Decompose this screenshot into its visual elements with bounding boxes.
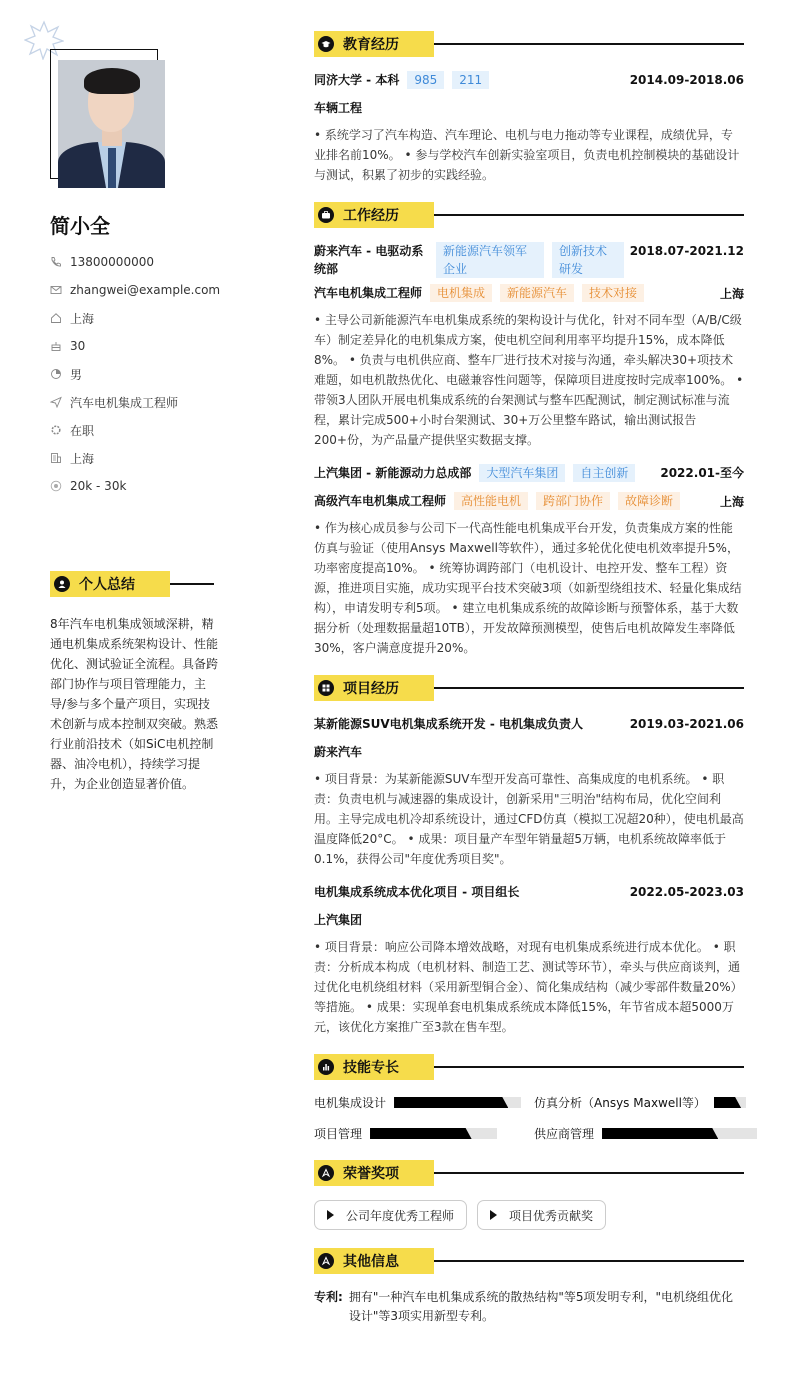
sidebar bbox=[0, 0, 260, 1378]
project-name: 电机集成系统成本优化项目 - 项目组长 bbox=[314, 885, 520, 899]
divider bbox=[170, 583, 214, 585]
award-item: 公司年度优秀工程师 bbox=[314, 1200, 467, 1230]
home-icon bbox=[50, 312, 62, 324]
description: • 主导公司新能源汽车电机集成系统的架构设计与优化，针对不同车型（A/B/C级车）制定差异化的电机集成方案，使电机空间利用率平均提升15%，成本降低8%。 • 负责与电机供应商、整车厂进行技术对接与沟通，牵头解决30+项技术难题，如电机散热优化、电磁兼容性问题等，保障项目进度按时完成率100%。 • 带领3人团队开展电机集成系统的台架测试与整车匹配测试，制定测试标准与流程，累计完成500+小时台架测试、30+万公里整车路试，输出测试报告200+份，为产品量产提供坚实数据支撑。 bbox=[314, 313, 744, 447]
date-range: 2022.01-至今 bbox=[660, 466, 744, 480]
phone-icon bbox=[50, 256, 62, 268]
description: • 作为核心成员参与公司下一代高性能电机集成平台开发，负责集成方案的性能仿真与验证（使用Ansys Maxwell等软件），通过多轮优化使电机效率提升5%，功率密度提高10%。 • 统筹协调跨部门（电机设计、电控开发、整车工程）资源，推进项目实施，成功实现平台技术突破3项（如新型绕组技术、轻量化集成结构），申请发明专利5项。 • 建立电机集成系统的故障诊断与预警体系，基于大数据分析（处理数据量超10TB），开发故障预测模型，使售后电机故障发生率降低30%，客户满意度提升20%。 bbox=[314, 521, 742, 655]
info-workplace: 上海 bbox=[50, 444, 220, 472]
skill-item: 供应商管理 bbox=[534, 1125, 744, 1142]
school-tags bbox=[407, 71, 629, 89]
company-tags bbox=[436, 242, 630, 278]
job-title: 汽车电机集成工程师 bbox=[314, 286, 423, 300]
other-item bbox=[314, 1288, 744, 1326]
info-position: 汽车电机集成工程师 bbox=[50, 388, 220, 416]
other-value: 拥有"一种汽车电机集成系统的散热结构"等5项发明专利，"电机绕组优化设计"等3项实用新型专利。 bbox=[348, 1290, 734, 1323]
project-name: 某新能源SUV电机集成系统开发 - 电机集成负责人 bbox=[314, 717, 584, 731]
major: 车辆工程 bbox=[314, 101, 363, 115]
role-tags bbox=[454, 492, 720, 510]
award-icon bbox=[318, 1165, 334, 1181]
main-content bbox=[314, 0, 744, 1326]
cake-icon bbox=[50, 340, 62, 352]
section-header-awards: 荣誉奖项 bbox=[314, 1160, 744, 1186]
play-icon bbox=[327, 1210, 334, 1220]
info-icon bbox=[318, 1253, 334, 1269]
date-range: 2019.03-2021.06 bbox=[629, 717, 744, 731]
work-entry bbox=[314, 464, 744, 658]
gender-icon bbox=[50, 368, 62, 380]
education-entry bbox=[314, 71, 744, 185]
project-entry bbox=[314, 715, 744, 869]
skill-bar bbox=[394, 1097, 521, 1108]
section-awards bbox=[314, 1160, 744, 1230]
mail-icon bbox=[50, 284, 62, 296]
tag: 新能源汽车 bbox=[500, 284, 574, 302]
tag: 211 bbox=[452, 71, 489, 89]
section-header-other: 其他信息 bbox=[314, 1248, 744, 1274]
company-name: 上汽集团 - 新能源动力总成部 bbox=[314, 466, 472, 480]
divider bbox=[434, 1066, 744, 1068]
tag: 故障诊断 bbox=[618, 492, 680, 510]
grid-icon bbox=[318, 680, 334, 696]
tag: 创新技术研发 bbox=[552, 242, 624, 278]
tag: 高性能电机 bbox=[454, 492, 528, 510]
work-entry bbox=[314, 242, 744, 450]
tag: 电机集成 bbox=[430, 284, 492, 302]
date-range: 2018.07-2021.12 bbox=[629, 244, 744, 258]
skill-bar bbox=[602, 1128, 757, 1139]
divider bbox=[434, 687, 744, 689]
section-header-work: 工作经历 bbox=[314, 202, 744, 228]
project-org: 蔚来汽车 bbox=[314, 745, 363, 759]
description: • 项目背景：为某新能源SUV车型开发高可靠性、高集成度的电机系统。 • 职责：负责电机与减速器的集成设计，创新采用"三明治"结构布局，优化空间利用。主导完成电机冷却系统设计，通过CFD仿真（模拟工况超20种），使电机最高温度降低20°C。 • 成果：项目量产车型年销量超5万辆，电机系统故障率低于0.1%，获得公司"年度优秀项目奖"。 bbox=[314, 772, 744, 866]
briefcase-icon bbox=[318, 207, 334, 223]
info-email: zhangwei@example.com bbox=[50, 276, 220, 304]
info-city: 上海 bbox=[50, 304, 220, 332]
job-title: 高级汽车电机集成工程师 bbox=[314, 494, 447, 508]
tag: 自主创新 bbox=[573, 464, 635, 482]
role-tags bbox=[430, 284, 720, 302]
tag: 大型汽车集团 bbox=[479, 464, 565, 482]
section-header-skills: 技能专长 bbox=[314, 1054, 744, 1080]
other-key: 专利: bbox=[314, 1290, 343, 1304]
section-projects bbox=[314, 675, 744, 1037]
avatar bbox=[58, 60, 165, 188]
project-org: 上汽集团 bbox=[314, 913, 363, 927]
school-name: 同济大学 - 本科 bbox=[314, 73, 400, 87]
info-phone: 13800000000 bbox=[50, 248, 220, 276]
info-salary: 20k - 30k bbox=[50, 472, 220, 500]
info-gender: 男 bbox=[50, 360, 220, 388]
tag: 跨部门协作 bbox=[536, 492, 610, 510]
divider bbox=[434, 1260, 744, 1262]
section-work bbox=[314, 202, 744, 658]
divider bbox=[434, 214, 744, 216]
skill-item: 项目管理 bbox=[314, 1125, 534, 1142]
info-status: 在职 bbox=[50, 416, 220, 444]
play-icon bbox=[490, 1210, 497, 1220]
location: 上海 bbox=[719, 286, 744, 301]
skills-grid bbox=[314, 1094, 744, 1142]
section-skills bbox=[314, 1054, 744, 1142]
company-name: 蔚来汽车 - 电驱动系统部 bbox=[314, 244, 424, 276]
section-education bbox=[314, 31, 744, 185]
award-item: 项目优秀贡献奖 bbox=[477, 1200, 606, 1230]
location: 上海 bbox=[719, 494, 744, 509]
awards-list bbox=[314, 1200, 744, 1230]
user-icon bbox=[54, 576, 70, 592]
section-header-summary: 个人总结 bbox=[50, 571, 214, 597]
chart-icon bbox=[318, 1059, 334, 1075]
date-range: 2022.05-2023.03 bbox=[629, 885, 744, 899]
summary-text: 8年汽车电机集成领域深耕，精通电机集成系统架构设计、性能优化、测试验证全流程。具备跨部门协作与项目管理能力，主导/参与多个量产项目，实现技术创新与成本控制双突破。熟悉行业前沿技术（如SiC电机控制器、油冷电机），持续学习提升，为企业创造显著价值。 bbox=[50, 617, 219, 791]
status-icon bbox=[50, 424, 62, 436]
skill-bar bbox=[714, 1097, 746, 1108]
description: • 系统学习了汽车构造、汽车理论、电机与电力拖动等专业课程，成绩优异，专业排名前10%。 • 参与学校汽车创新实验室项目，负责电机控制模块的基础设计与测试，积累了初步的实践经验。 bbox=[314, 128, 740, 182]
section-header-education: 教育经历 bbox=[314, 31, 744, 57]
date-range: 2014.09-2018.06 bbox=[629, 73, 744, 87]
graduation-cap-icon bbox=[318, 36, 334, 52]
section-other bbox=[314, 1248, 744, 1326]
company-tags bbox=[479, 464, 660, 482]
description: • 项目背景：响应公司降本增效战略，对现有电机集成系统进行成本优化。 • 职责：分析成本构成（电机材料、制造工艺、测试等环节），牵头与供应商谈判，通过优化电机绕组材料（采用新型铜合金）、简化集成结构（减少零部件数量20%）等措施。 • 成果：实现单套电机集成系统成本降低15%，年节省成本超5000万元，该优化方案推广至3款在售车型。 bbox=[314, 940, 743, 1034]
tag: 985 bbox=[407, 71, 444, 89]
send-icon bbox=[50, 396, 62, 408]
contact-info bbox=[50, 248, 220, 500]
building-icon bbox=[50, 452, 62, 464]
info-age: 30 bbox=[50, 332, 220, 360]
skill-item: 电机集成设计 bbox=[314, 1094, 534, 1111]
salary-icon bbox=[50, 480, 62, 492]
tag: 技术对接 bbox=[582, 284, 644, 302]
tag: 新能源汽车领军企业 bbox=[436, 242, 544, 278]
skill-bar bbox=[370, 1128, 497, 1139]
divider bbox=[434, 1172, 744, 1174]
section-header-projects: 项目经历 bbox=[314, 675, 744, 701]
skill-item: 仿真分析（Ansys Maxwell等） bbox=[534, 1094, 744, 1111]
divider bbox=[434, 43, 744, 45]
candidate-name: 简小全 bbox=[50, 214, 110, 238]
project-entry bbox=[314, 883, 744, 1037]
